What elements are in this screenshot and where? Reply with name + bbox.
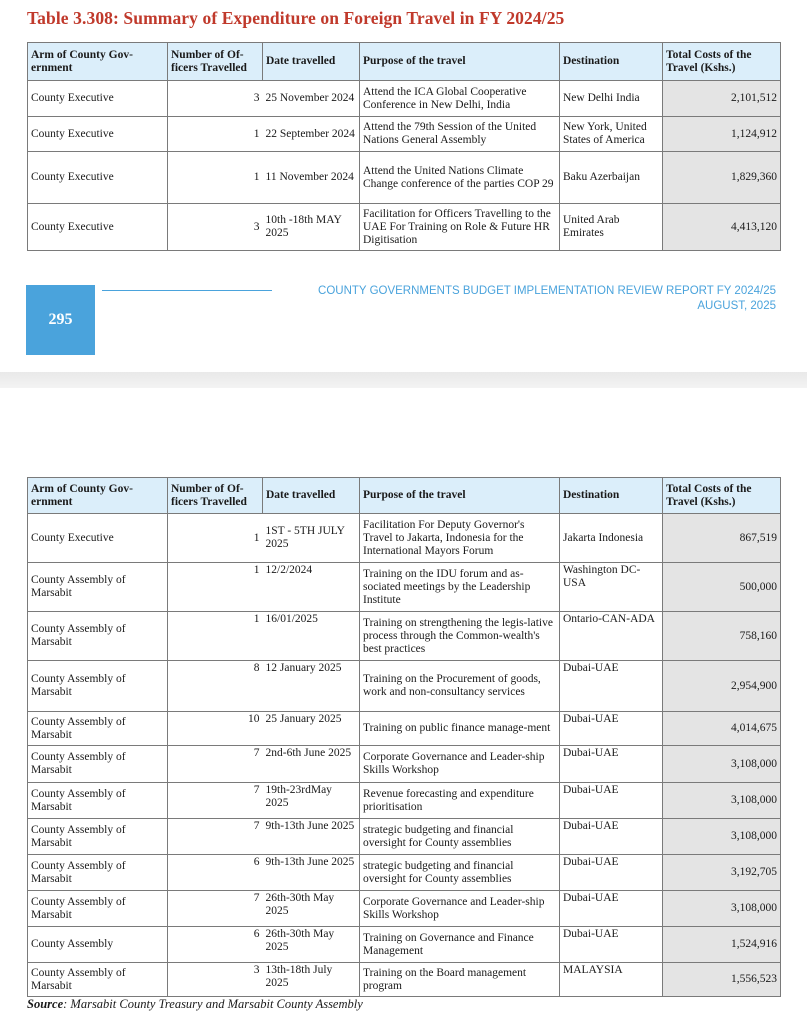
cell-arm: County Assembly of Marsabit — [28, 783, 168, 819]
cell-officers: 7 — [168, 746, 263, 783]
table-header-row — [28, 43, 781, 81]
cell-cost: 1,829,360 — [663, 152, 781, 204]
cell-arm: County Executive — [28, 152, 168, 204]
cell-arm: County Executive — [28, 514, 168, 563]
cell-date: 19th-23rdMay 2025 — [263, 783, 360, 819]
cell-date: 26th-30th May 2025 — [263, 891, 360, 927]
source-text: : Marsabit County Treasury and Marsabit County Assembly — [63, 997, 363, 1011]
cell-date: 13th-18th July 2025 — [263, 963, 360, 997]
page-separator — [0, 372, 807, 388]
cell-date: 9th-13th June 2025 — [263, 855, 360, 891]
header-cost: Total Costs of the Travel (Kshs.) — [663, 478, 781, 514]
table-row — [28, 514, 781, 563]
cell-purpose: Revenue forecasting and expenditure prioritisation — [360, 783, 560, 819]
cell-destination: Baku Azerbaijan — [560, 152, 663, 204]
cell-destination: Dubai-UAE — [560, 855, 663, 891]
cell-destination: United Arab Emirates — [560, 204, 663, 251]
cell-arm: County Executive — [28, 81, 168, 117]
table-row — [28, 712, 781, 746]
cell-destination: New York, United States of America — [560, 117, 663, 152]
cell-cost: 867,519 — [663, 514, 781, 563]
cell-officers: 7 — [168, 783, 263, 819]
header-arm: Arm of County Gov-ernment — [28, 478, 168, 514]
cell-cost: 3,108,000 — [663, 819, 781, 855]
header-purpose: Purpose of the travel — [360, 478, 560, 514]
cell-cost: 3,108,000 — [663, 891, 781, 927]
cell-date: 10th -18th MAY 2025 — [263, 204, 360, 251]
cell-cost: 1,524,916 — [663, 927, 781, 963]
table-row — [28, 746, 781, 783]
header-cost: Total Costs of the Travel (Kshs.) — [663, 43, 781, 81]
cell-officers: 1 — [168, 563, 263, 612]
cell-destination: Dubai-UAE — [560, 819, 663, 855]
cell-date: 11 November 2024 — [263, 152, 360, 204]
source-label: Source — [27, 997, 64, 1011]
cell-officers: 1 — [168, 117, 263, 152]
cell-purpose: Training on public finance manage-ment — [360, 712, 560, 746]
cell-purpose: Corporate Governance and Leader-ship Skills Workshop — [360, 746, 560, 783]
cell-cost: 1,556,523 — [663, 963, 781, 997]
cell-purpose: strategic budgeting and financial oversight for County assemblies — [360, 819, 560, 855]
cell-date: 22 September 2024 — [263, 117, 360, 152]
table-row — [28, 81, 781, 117]
header-date: Date travelled — [263, 478, 360, 514]
cell-purpose: Training on the Procurement of goods, work and non-consultancy services — [360, 661, 560, 712]
cell-purpose: Facilitation for Officers Travelling to the UAE For Training on Role & Future HR Digitisation — [360, 204, 560, 251]
table-row — [28, 963, 781, 997]
header-officers: Number of Of-ficers Travelled — [168, 478, 263, 514]
header-purpose: Purpose of the travel — [360, 43, 560, 81]
cell-date: 2nd-6th June 2025 — [263, 746, 360, 783]
cell-date: 12 January 2025 — [263, 661, 360, 712]
header-officers: Number of Of-ficers Travelled — [168, 43, 263, 81]
source-note — [27, 997, 363, 1012]
cell-officers: 6 — [168, 855, 263, 891]
header-arm: Arm of County Gov-ernment — [28, 43, 168, 81]
cell-arm: County Assembly of Marsabit — [28, 661, 168, 712]
cell-date: 25 January 2025 — [263, 712, 360, 746]
page-number: 295 — [26, 285, 95, 355]
cell-destination: Dubai-UAE — [560, 661, 663, 712]
cell-officers: 3 — [168, 963, 263, 997]
cell-destination: Washington DC-USA — [560, 563, 663, 612]
cell-arm: County Assembly of Marsabit — [28, 612, 168, 661]
table-row — [28, 855, 781, 891]
table-row — [28, 783, 781, 819]
cell-cost: 3,192,705 — [663, 855, 781, 891]
table-row — [28, 563, 781, 612]
table-header-row — [28, 478, 781, 514]
cell-officers: 8 — [168, 661, 263, 712]
cell-cost: 3,108,000 — [663, 746, 781, 783]
cell-officers: 1 — [168, 152, 263, 204]
cell-officers: 1 — [168, 612, 263, 661]
cell-destination: Dubai-UAE — [560, 927, 663, 963]
cell-cost: 2,101,512 — [663, 81, 781, 117]
cell-purpose: Attend the ICA Global Cooperative Conference in New Delhi, India — [360, 81, 560, 117]
table-row — [28, 819, 781, 855]
table-row — [28, 891, 781, 927]
table-row — [28, 152, 781, 204]
cell-purpose: Facilitation For Deputy Governor's Travel to Jakarta, Indonesia for the International Mayors Forum — [360, 514, 560, 563]
expenditure-table-2 — [27, 477, 781, 997]
cell-purpose: Attend the 79th Session of the United Nations General Assembly — [360, 117, 560, 152]
cell-destination: Dubai-UAE — [560, 783, 663, 819]
report-date: AUGUST, 2025 — [697, 300, 776, 312]
cell-cost: 4,014,675 — [663, 712, 781, 746]
cell-arm: County Assembly of Marsabit — [28, 855, 168, 891]
cell-date: 26th-30th May 2025 — [263, 927, 360, 963]
table-row — [28, 927, 781, 963]
cell-destination: Dubai-UAE — [560, 746, 663, 783]
cell-arm: County Assembly — [28, 927, 168, 963]
cell-cost: 1,124,912 — [663, 117, 781, 152]
report-title: COUNTY GOVERNMENTS BUDGET IMPLEMENTATION REVIEW REPORT FY 2024/25 — [318, 285, 776, 297]
header-destination: Destination — [560, 478, 663, 514]
cell-officers: 7 — [168, 819, 263, 855]
cell-purpose: Corporate Governance and Leader-ship Skills Workshop — [360, 891, 560, 927]
table-title: Table 3.308: Summary of Expenditure on Foreign Travel in FY 2024/25 — [27, 8, 565, 28]
cell-officers: 10 — [168, 712, 263, 746]
table-row — [28, 204, 781, 251]
cell-arm: County Executive — [28, 117, 168, 152]
cell-officers: 6 — [168, 927, 263, 963]
expenditure-table-1 — [27, 42, 781, 251]
cell-arm: County Assembly of Marsabit — [28, 746, 168, 783]
cell-arm: County Assembly of Marsabit — [28, 712, 168, 746]
cell-arm: County Executive — [28, 204, 168, 251]
table-row — [28, 117, 781, 152]
cell-officers: 1 — [168, 514, 263, 563]
cell-cost: 758,160 — [663, 612, 781, 661]
header-date: Date travelled — [263, 43, 360, 81]
cell-date: 12/2/2024 — [263, 563, 360, 612]
cell-officers: 3 — [168, 81, 263, 117]
cell-arm: County Assembly of Marsabit — [28, 891, 168, 927]
cell-purpose: strategic budgeting and financial oversight for County assemblies — [360, 855, 560, 891]
cell-arm: County Assembly of Marsabit — [28, 563, 168, 612]
header-destination: Destination — [560, 43, 663, 81]
cell-arm: County Assembly of Marsabit — [28, 963, 168, 997]
table-row — [28, 661, 781, 712]
cell-date: 16/01/2025 — [263, 612, 360, 661]
cell-cost: 2,954,900 — [663, 661, 781, 712]
cell-purpose: Attend the United Nations Climate Change conference of the parties COP 29 — [360, 152, 560, 204]
cell-destination: Jakarta Indonesia — [560, 514, 663, 563]
cell-purpose: Training on the IDU forum and as-sociated meetings by the Leadership Institute — [360, 563, 560, 612]
cell-cost: 4,413,120 — [663, 204, 781, 251]
cell-destination: Dubai-UAE — [560, 891, 663, 927]
cell-arm: County Assembly of Marsabit — [28, 819, 168, 855]
cell-destination: Dubai-UAE — [560, 712, 663, 746]
cell-officers: 3 — [168, 204, 263, 251]
cell-officers: 7 — [168, 891, 263, 927]
cell-destination: New Delhi India — [560, 81, 663, 117]
cell-date: 9th-13th June 2025 — [263, 819, 360, 855]
cell-cost: 500,000 — [663, 563, 781, 612]
cell-date: 1ST - 5TH JULY 2025 — [263, 514, 360, 563]
cell-purpose: Training on strengthening the legis-lative process through the Common-wealth's best practices — [360, 612, 560, 661]
cell-date: 25 November 2024 — [263, 81, 360, 117]
cell-purpose: Training on the Board management program — [360, 963, 560, 997]
cell-purpose: Training on Governance and Finance Management — [360, 927, 560, 963]
table-row — [28, 612, 781, 661]
cell-destination: Ontario-CAN-ADA — [560, 612, 663, 661]
cell-destination: MALAYSIA — [560, 963, 663, 997]
cell-cost: 3,108,000 — [663, 783, 781, 819]
footer-rule — [102, 290, 272, 291]
